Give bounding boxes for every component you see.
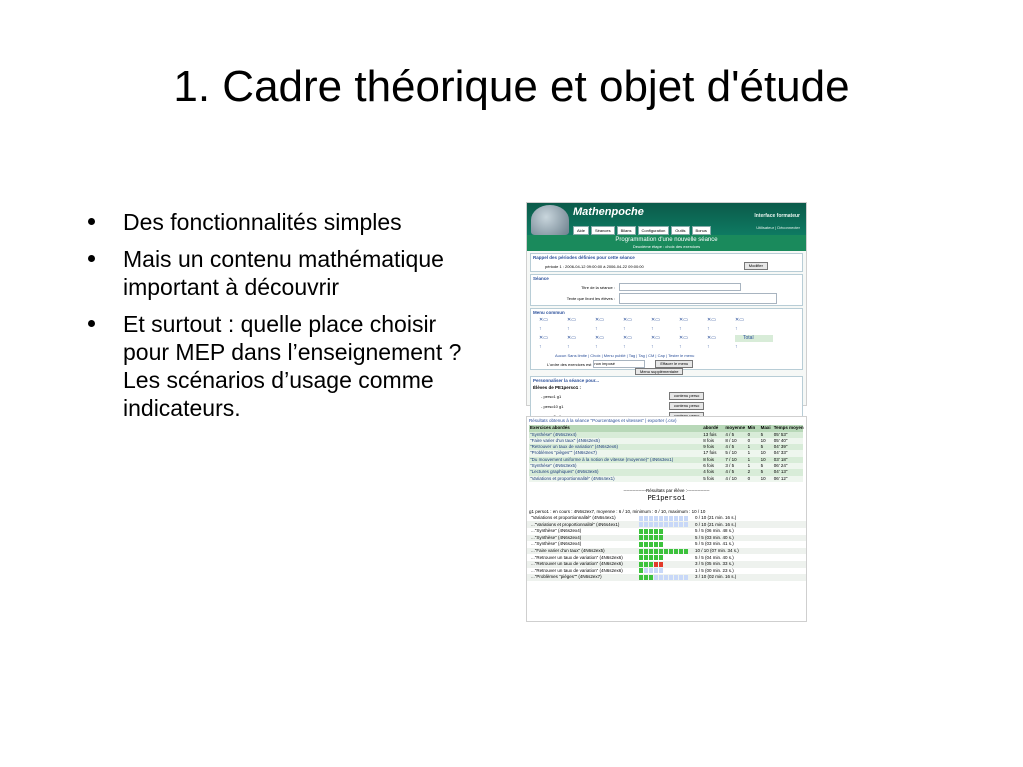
slot-icon[interactable]: ✕▭ [679, 317, 688, 323]
value-cell: 17 fois [702, 450, 724, 456]
value-cell: 0 [747, 438, 760, 444]
value-cell: 4 / 5 [724, 432, 746, 438]
value-cell: 8 / 10 [724, 438, 746, 444]
ordre-label: L'ordre des exercices est [547, 361, 592, 367]
exercise-label: ..."Retrouver un taux de variation" (4N6s2ex6) [531, 554, 623, 560]
value-cell: 1 [747, 450, 760, 456]
exercise-label: ..."Faire varier d'un taux" (4N6s2ex5) [531, 547, 605, 553]
nav-item[interactable]: Séances [591, 226, 615, 235]
value-cell: 1 [747, 444, 760, 450]
score-cell [664, 549, 668, 554]
screenshot-resultats [526, 416, 807, 622]
score-cell [659, 562, 663, 567]
titre-label: Titre de la séance : [581, 284, 615, 290]
texte-row [531, 292, 802, 305]
nav-bar [573, 226, 711, 235]
bullet-icon [88, 320, 95, 327]
menu-grid [531, 334, 802, 343]
column-header: abordé [702, 425, 724, 431]
score-cell [639, 542, 643, 547]
arrow-icon[interactable]: ↑ [735, 326, 738, 332]
score-cell [639, 516, 643, 521]
bullet-text: Des fonctionnalités simples [123, 209, 402, 235]
banner-subtitle: Deuxième étape : choix des exercices [632, 244, 701, 249]
arrow-icon[interactable]: ↑ [651, 326, 654, 332]
list-item [527, 554, 806, 561]
value-cell: 03' 18" [773, 457, 803, 463]
screenshot-programmation [526, 202, 807, 409]
score-result: 5 / 5 (06 min. 48 s.) [695, 528, 734, 534]
score-cell [684, 522, 688, 527]
score-result: 0 / 10 (21 min. 16 s.) [695, 521, 737, 527]
section-heading: Rappel des périodes définies pour cette séance [533, 255, 635, 260]
score-cell [644, 575, 648, 580]
titre-input[interactable] [619, 283, 741, 291]
student-row [531, 391, 802, 401]
value-cell: 7 / 10 [724, 457, 746, 463]
value-cell: 4 / 5 [724, 444, 746, 450]
score-cell [639, 575, 643, 580]
arrow-icon[interactable]: ↑ [735, 344, 738, 350]
score-cell [654, 516, 658, 521]
slot-icon[interactable]: ✕▭ [623, 335, 632, 341]
total-label: Total [735, 335, 773, 342]
table-row [529, 476, 803, 482]
score-cell [644, 522, 648, 527]
score-result: 10 / 10 (07 min. 34 s.) [695, 547, 739, 553]
titre-row [531, 282, 802, 292]
score-cell [659, 535, 663, 540]
student-name: - perso1 g1 [541, 393, 562, 399]
value-cell: 4 fois [702, 469, 724, 475]
slot-icon[interactable]: ✕▭ [651, 317, 660, 323]
arrow-icon[interactable]: ↑ [623, 344, 626, 350]
score-cell [654, 542, 658, 547]
exercise-cell: "Synthèse" (4N6s2ex4) [529, 432, 702, 438]
score-cell [639, 535, 643, 540]
class-name: PE1perso1 [647, 495, 686, 504]
score-cell [639, 568, 643, 573]
arrow-icon[interactable]: ↑ [651, 344, 654, 350]
value-cell: 9 fois [702, 444, 724, 450]
score-cell [639, 555, 643, 560]
score-cell [654, 575, 658, 580]
score-bar [639, 549, 693, 554]
bullet-list [88, 208, 468, 431]
nav-item[interactable]: Bilans [617, 226, 636, 235]
nav-item[interactable]: Bonus [692, 226, 711, 235]
exercise-cell: "Retrouver un taux de variation" (4N6s2ex6) [529, 444, 702, 450]
section-heading: Personnaliser la séance pour... [533, 378, 600, 383]
score-result: 5 / 5 (03 min. 40 s.) [695, 534, 734, 540]
app-header [527, 203, 806, 235]
section-heading: Séance [533, 276, 549, 281]
bullet-icon [88, 218, 95, 225]
score-cell [644, 516, 648, 521]
exercise-label: ..."Problèmes "pièges"" (4N6s2ex7) [531, 574, 602, 580]
exercise-label: ..."Synthèse" (4N6s2ex4) [531, 541, 582, 547]
score-cell [649, 555, 653, 560]
bullet-item [88, 208, 468, 236]
score-cell [644, 555, 648, 560]
value-cell: 5 fois [702, 476, 724, 482]
arrow-icon[interactable]: ↑ [707, 326, 710, 332]
value-cell: 4 / 10 [724, 476, 746, 482]
column-header: Temps moyen [773, 425, 804, 431]
score-cell [669, 575, 673, 580]
arrow-icon[interactable]: ↑ [567, 344, 570, 350]
value-cell: 2 [747, 469, 760, 475]
column-header: moyenne [725, 425, 746, 431]
eleves-heading: Élèves de PE1perso1 : [533, 385, 582, 390]
value-cell: 6 fois [702, 463, 724, 469]
arrow-icon[interactable]: ↑ [707, 344, 710, 350]
score-bar [639, 516, 693, 521]
score-cell [644, 535, 648, 540]
score-cell [659, 575, 663, 580]
rappel-section [530, 253, 803, 272]
score-cell [639, 522, 643, 527]
score-cell [659, 516, 663, 521]
slot-icon[interactable]: ✕▭ [539, 317, 548, 323]
texte-input[interactable] [619, 293, 777, 304]
value-cell: 10 [760, 476, 773, 482]
arrow-icon[interactable]: ↑ [679, 326, 682, 332]
bullet-text: Et surtout : quelle place choisir pour MEP dans l’enseignement ? Les scénarios d’usage comme indicateurs. [123, 311, 462, 421]
periode-row [531, 261, 802, 271]
score-cell [639, 549, 643, 554]
menu-grid [531, 343, 802, 352]
value-cell: 04' 33" [773, 450, 803, 456]
column-header: Maxi [760, 425, 773, 431]
score-cell [644, 542, 648, 547]
column-header: Min [747, 425, 760, 431]
value-cell: 06' 12" [773, 476, 803, 482]
value-cell: 0 [747, 432, 760, 438]
score-bar [639, 542, 693, 547]
separator: ---------------Résultats par élève :--------------- [623, 487, 710, 493]
score-cell [659, 568, 663, 573]
exercise-label: ..."Retrouver un taux de variation" (4N6s2ex6) [531, 567, 623, 573]
score-cell [674, 549, 678, 554]
score-cell [654, 562, 658, 567]
app-subtitle: Interface formateur [754, 213, 800, 219]
nav-item[interactable]: Outils [671, 226, 689, 235]
value-cell: 1 [747, 463, 760, 469]
score-cell [644, 568, 648, 573]
value-cell: 5 [760, 444, 773, 450]
student-detail-list [527, 515, 806, 581]
score-cell [674, 522, 678, 527]
value-cell: 06' 24" [773, 463, 803, 469]
score-cell [649, 516, 653, 521]
arrow-icon[interactable]: ↑ [679, 344, 682, 350]
section-heading: Menu commun [533, 310, 565, 315]
score-cell [644, 529, 648, 534]
menu-supp-row [531, 369, 802, 376]
score-cell [654, 522, 658, 527]
exercise-label: ..."Variations et proportionnalité" (4N6s4ex1) [531, 521, 620, 527]
list-item [527, 535, 806, 542]
value-cell: 5 [760, 432, 773, 438]
bullet-item [88, 310, 468, 422]
exercise-label: "Variations et proportionnalité" (4N6s4ex1) [531, 515, 616, 520]
value-cell: 1 [747, 457, 760, 463]
score-cell [654, 535, 658, 540]
effacer-button[interactable]: Effacer le menu [655, 360, 693, 368]
texte-label: Texte que liront les élèves : [566, 296, 615, 301]
score-cell [649, 529, 653, 534]
exercise-cell: "Du mouvement uniforme à la notion de vitesse (moyenne)" (4N6s3ex1) [529, 457, 702, 463]
score-cell [649, 522, 653, 527]
results-header[interactable]: Résultats obtenus à la séance "Pourcentages et vitesses" | exporter (.csv) [529, 418, 677, 423]
list-item [527, 528, 806, 535]
score-cell [669, 516, 673, 521]
periode-text: période 1 : 2006-04-12 09:00:00 à 2006-04-22 09:00:00 [545, 263, 644, 269]
slot-icon[interactable]: ✕▭ [735, 317, 744, 323]
score-cell [644, 562, 648, 567]
value-cell: 4 / 5 [724, 469, 746, 475]
exercise-cell: "Problèmes "pièges"" (4N6s2ex7) [529, 450, 702, 456]
value-cell: 8 fois [702, 457, 724, 463]
ordre-select[interactable]: non imposé [593, 360, 645, 368]
student-name: - perso10 g1 [541, 403, 564, 409]
score-bar [639, 562, 693, 567]
slot-icon[interactable]: ✕▭ [567, 335, 576, 341]
score-cell [669, 522, 673, 527]
score-cell [664, 522, 668, 527]
nav-item[interactable]: Configuration [638, 226, 670, 235]
score-cell [679, 549, 683, 554]
score-bar [639, 555, 693, 560]
value-cell: 3 / 5 [724, 463, 746, 469]
bullet-icon [88, 255, 95, 262]
score-cell [684, 516, 688, 521]
score-result: 3 / 5 (05 min. 33 s.) [695, 561, 734, 567]
score-cell [659, 542, 663, 547]
list-item [527, 541, 806, 548]
score-cell [654, 549, 658, 554]
score-result: 3 / 10 (02 min. 16 s.) [695, 574, 737, 580]
list-item [527, 548, 806, 555]
score-bar [639, 522, 693, 527]
score-cell [639, 562, 643, 567]
contenu-button[interactable]: contenu perso [669, 402, 704, 410]
arrow-icon[interactable]: ↑ [539, 326, 542, 332]
score-result: 1 / 5 (00 min. 23 s.) [695, 567, 734, 573]
score-cell [649, 542, 653, 547]
score-cell [654, 568, 658, 573]
list-item [527, 561, 806, 568]
exercise-cell: "Synthèse" (4N6s3ex5) [529, 463, 702, 469]
bullet-text: Mais un contenu mathématique important à découvrir [123, 246, 444, 300]
value-cell: 10 [760, 450, 773, 456]
slot-icon[interactable]: ✕▭ [595, 335, 604, 341]
score-result: 5 / 5 (04 min. 40 s.) [695, 554, 734, 560]
nav-item[interactable]: Aide [573, 226, 589, 235]
logo-icon [531, 205, 569, 235]
list-item [527, 568, 806, 575]
score-cell [684, 575, 688, 580]
score-cell [649, 562, 653, 567]
slot-icon[interactable]: ✕▭ [707, 317, 716, 323]
value-cell: 5 / 10 [724, 450, 746, 456]
slot-icon[interactable]: ✕▭ [679, 335, 688, 341]
score-cell [659, 549, 663, 554]
score-result: 0 / 10 (21 min. 16 s.) [695, 515, 737, 520]
exercise-label: ..."Synthèse" (4N6s2ex4) [531, 534, 582, 540]
student-row [531, 401, 802, 411]
score-bar [639, 575, 693, 580]
arrow-icon[interactable]: ↑ [595, 326, 598, 332]
score-cell [679, 516, 683, 521]
menu-links[interactable]: Aucun Sans limite | Choix | Menu publié | Tag | Tag | CM | Cap | Tester le menu [555, 353, 695, 358]
value-cell: 0 [747, 476, 760, 482]
score-cell [644, 549, 648, 554]
score-cell [639, 529, 643, 534]
arrow-icon[interactable]: ↑ [567, 326, 570, 332]
score-cell [679, 522, 683, 527]
exercise-cell: "Variations et proportionnalité" (4N6s4ex1) [529, 476, 702, 482]
list-item [527, 574, 806, 581]
score-cell [659, 555, 663, 560]
slide-title: 1. Cadre théorique et objet d'étude [173, 62, 850, 111]
arrow-icon[interactable]: ↑ [539, 344, 542, 350]
value-cell: 13 fois [702, 432, 724, 438]
score-cell [664, 575, 668, 580]
value-cell: 04' 39" [773, 444, 803, 450]
score-result: 5 / 5 (03 min. 41 s.) [695, 541, 734, 547]
score-cell [649, 549, 653, 554]
exercise-cell: "Faire varier d'un taux" (4N6s2ex5) [529, 438, 702, 444]
bullet-item [88, 245, 468, 301]
menu-section [530, 308, 803, 374]
score-cell [664, 516, 668, 521]
score-cell [649, 535, 653, 540]
page-banner [527, 235, 806, 251]
student-summary: g1 perso1 : en cours : 4N6s2ex7, moyenne : 6 / 10, minimum : 0 / 10, maximum : 10 / 10 [529, 508, 706, 514]
slot-icon[interactable]: ✕▭ [595, 317, 604, 323]
menu-supp-button[interactable]: Menu supplémentaire [635, 368, 683, 375]
value-cell: 5 [760, 463, 773, 469]
score-cell [654, 529, 658, 534]
value-cell: 05' 40" [773, 438, 803, 444]
arrow-icon[interactable]: ↑ [623, 326, 626, 332]
score-cell [674, 516, 678, 521]
menu-grid [531, 325, 802, 334]
seance-section [530, 274, 803, 306]
value-cell: 8 fois [702, 438, 724, 444]
menu-grid [531, 316, 802, 325]
list-item [527, 521, 806, 528]
slot-icon[interactable]: ✕▭ [623, 317, 632, 323]
exercise-label: ..."Synthèse" (4N6s2ex4) [531, 528, 582, 534]
score-cell [659, 522, 663, 527]
score-bar [639, 529, 693, 534]
banner-title: Programmation d'une nouvelle séance [615, 237, 718, 243]
score-cell [649, 568, 653, 573]
score-bar [639, 568, 693, 573]
score-cell [649, 575, 653, 580]
score-cell [669, 549, 673, 554]
score-cell [654, 555, 658, 560]
results-table-body [529, 432, 803, 482]
contenu-button[interactable]: contenu perso [669, 392, 704, 400]
score-cell [679, 575, 683, 580]
value-cell: 04' 13" [773, 469, 803, 475]
list-item [527, 515, 806, 522]
column-header: Exercices abordés [529, 425, 702, 431]
user-links[interactable]: Utilisateur | Déconnecter [756, 225, 800, 230]
value-cell: 10 [760, 457, 773, 463]
value-cell: 10 [760, 438, 773, 444]
slot-icon[interactable]: ✕▭ [567, 317, 576, 323]
score-bar [639, 535, 693, 540]
score-cell [684, 549, 688, 554]
exercise-cell: "Lectures graphiques" (4N6s3ex6) [529, 469, 702, 475]
score-cell [674, 575, 678, 580]
modifier-button[interactable]: Modifier [744, 262, 768, 270]
slot-icon[interactable]: ✕▭ [539, 335, 548, 341]
exercise-label: ..."Retrouver un taux de variation" (4N6s2ex6) [531, 561, 623, 567]
arrow-icon[interactable]: ↑ [595, 344, 598, 350]
results-table [529, 425, 803, 482]
slot-icon[interactable]: ✕▭ [707, 335, 716, 341]
app-brand: Mathenpoche [573, 206, 644, 218]
value-cell: 5 [760, 469, 773, 475]
slot-icon[interactable]: ✕▭ [651, 335, 660, 341]
value-cell: 05' 53" [773, 432, 803, 438]
score-cell [659, 529, 663, 534]
